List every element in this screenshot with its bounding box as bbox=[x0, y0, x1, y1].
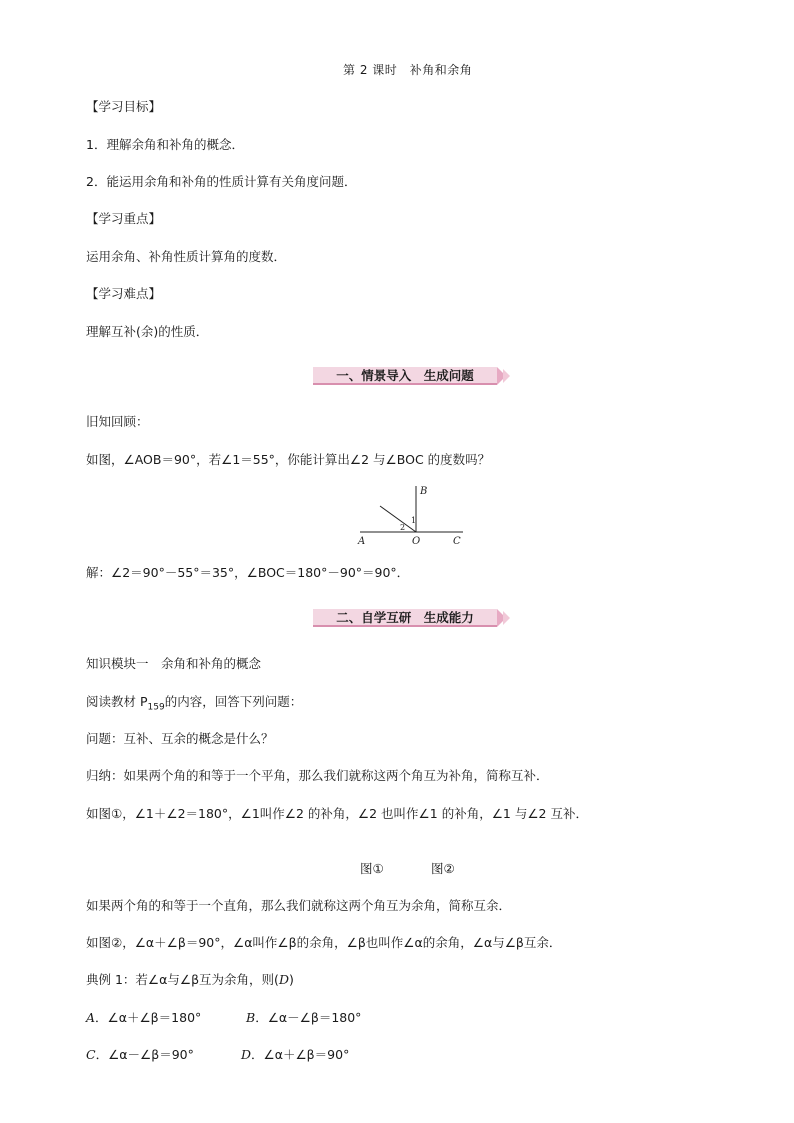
label-angle-2: 2 bbox=[400, 523, 406, 532]
reading-prefix: 阅读教材 P bbox=[86, 694, 148, 709]
section-label-1: 一、情景导入 生成问题 bbox=[336, 368, 474, 383]
figure-caption-2: 图② bbox=[431, 861, 455, 876]
summary-complementary: 如果两个角的和等于一个直角，那么我们就称这两个角互为余角，简称互余． bbox=[86, 898, 512, 913]
option-d-letter: D bbox=[241, 1047, 252, 1062]
option-d bbox=[241, 1047, 349, 1063]
label-o: O bbox=[412, 536, 421, 547]
section-label-2: 二、自学互研 生成能力 bbox=[336, 610, 474, 625]
objective-item-1: 1．理解余角和补角的概念． bbox=[86, 137, 244, 152]
example-answer: D bbox=[278, 972, 289, 987]
fig2-explanation: 如图②，∠α＋∠β＝90°，∠α叫作∠β的余角，∠β也叫作∠α的余角，∠α与∠β互余． bbox=[86, 935, 562, 950]
option-c-text: ．∠α－∠β＝90° bbox=[95, 1047, 194, 1062]
option-a bbox=[86, 1010, 201, 1026]
objective-item-2: 2．能运用余角和补角的性质计算有关角度问题． bbox=[86, 174, 357, 189]
page-title: 第 2 课时 补角和余角 bbox=[343, 63, 473, 77]
option-c-letter: C bbox=[86, 1047, 96, 1062]
review-label: 旧知回顾： bbox=[86, 414, 149, 429]
option-d-text: ．∠α＋∠β＝90° bbox=[251, 1047, 350, 1062]
option-a-text: ．∠α＋∠β＝180° bbox=[95, 1010, 202, 1025]
option-a-letter: A bbox=[86, 1010, 96, 1025]
option-b-text: ．∠α－∠β＝180° bbox=[255, 1010, 362, 1025]
label-a: A bbox=[358, 536, 366, 547]
example-suffix: ) bbox=[288, 972, 294, 987]
intro-solution: 解：∠2＝90°－55°＝35°，∠BOC＝180°－90°＝90°． bbox=[86, 565, 410, 580]
angle-figure bbox=[350, 480, 470, 550]
label-angle-1: 1 bbox=[411, 516, 417, 525]
objectives-heading: 【学习目标】 bbox=[86, 99, 162, 114]
intro-question: 如图，∠AOB＝90°，若∠1＝55°，你能计算出∠2 与∠BOC 的度数吗？ bbox=[86, 452, 491, 467]
label-b: B bbox=[420, 486, 428, 497]
reading-page: 159 bbox=[147, 702, 165, 713]
difficulties-text: 理解互补(余)的性质． bbox=[86, 324, 209, 339]
fig1-explanation: 如图①，∠1＋∠2＝180°，∠1叫作∠2 的补角，∠2 也叫作∠1 的补角，∠1 与∠2 互补． bbox=[86, 806, 588, 821]
option-b bbox=[246, 1010, 361, 1026]
key-points-heading: 【学习重点】 bbox=[86, 211, 162, 226]
difficulties-heading: 【学习难点】 bbox=[86, 286, 162, 301]
figure-caption-1: 图① bbox=[360, 861, 384, 876]
reading-instruction bbox=[86, 694, 302, 716]
concept-question: 问题：互补、互余的概念是什么？ bbox=[86, 731, 274, 746]
key-points-text: 运用余角、补角性质计算角的度数． bbox=[86, 249, 287, 264]
summary-supplementary: 归纳：如果两个角的和等于一个平角，那么我们就称这两个角互为补角，简称互补． bbox=[86, 768, 549, 783]
reading-suffix: 的内容，回答下列问题： bbox=[164, 694, 303, 709]
label-c: C bbox=[453, 536, 461, 547]
option-c bbox=[86, 1047, 194, 1063]
option-b-letter: B bbox=[246, 1010, 256, 1025]
example-prefix: 典例 1：若∠α与∠β互为余角，则( bbox=[86, 972, 279, 987]
example-1 bbox=[86, 972, 294, 988]
module-title: 知识模块一 余角和补角的概念 bbox=[86, 656, 262, 671]
